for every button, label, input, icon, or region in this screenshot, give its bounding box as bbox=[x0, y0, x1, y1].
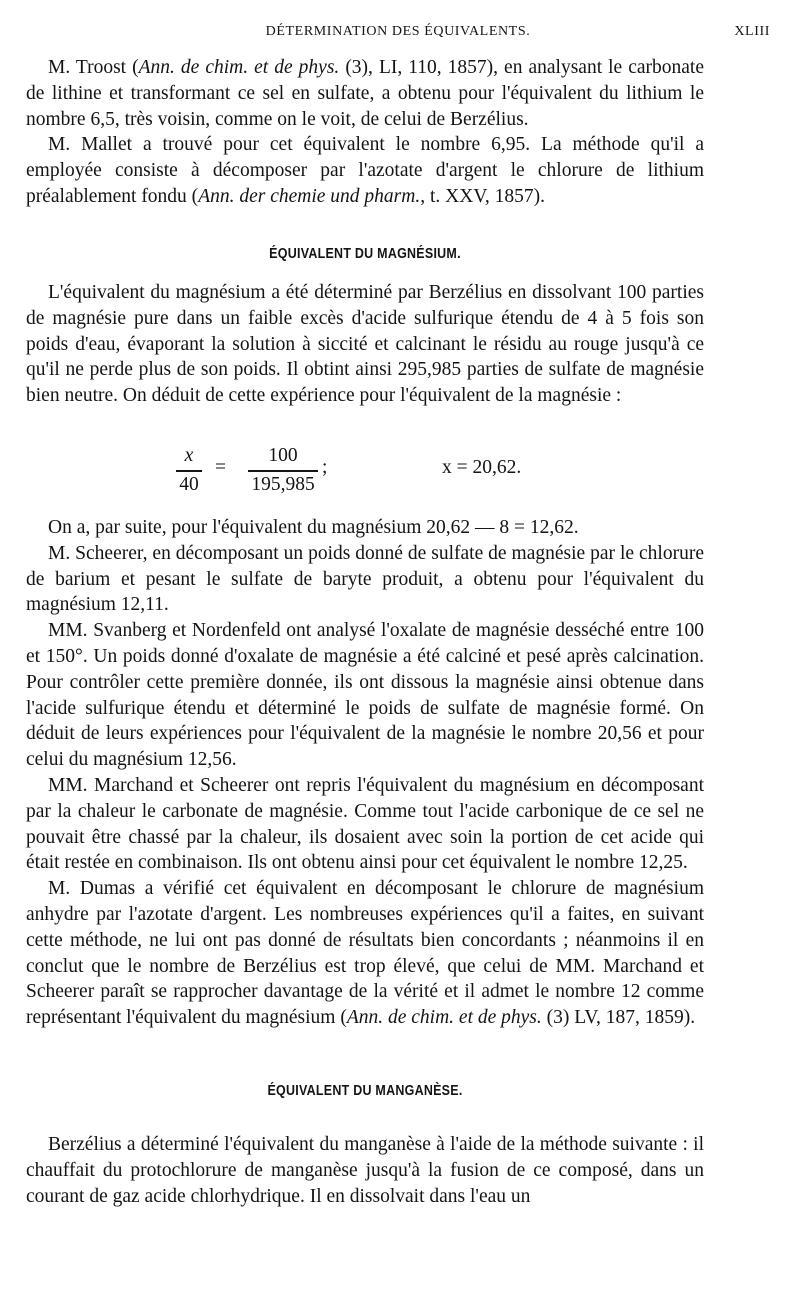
equals-sign: = bbox=[215, 457, 226, 478]
numerator: x bbox=[184, 445, 194, 466]
numerator: 100 bbox=[268, 445, 298, 466]
paragraph-mallet: M. Mallet a trouvé pour cet équivalent le nombre 6,95. La méthode qu'il a employée consiste à décomposer par l'azotate d'argent le chlorure de lithium préalablement fondu (Ann. der chemie und pharm., t. XXV, 1857). bbox=[26, 134, 704, 207]
lithium-paragraphs bbox=[26, 55, 704, 210]
paragraph-troost: M. Troost (Ann. de chim. et de phys. (3), LI, 110, 1857), en analysant le carbonate de lithine et transformant ce sel en sulfate, a obtenu pour l'équivalent du lithium le nombre 6,5, très voisin, comme on le voit, de celui de Berzélius. bbox=[26, 57, 704, 130]
paragraph-magnesium-intro: L'équivalent du magnésium a été déterminé par Berzélius en dissolvant 100 parties de magnésie pure dans un faible excès d'acide sulfurique étendu de 4 à 5 fois son poids d'eau, évaporant la solution à siccité et calcinant le résidu au rouge jusqu'à ce qu'il ne perde plus de son poids. Il obtint ainsi 295,985 parties de sulfate de magnésie bien neutre. On déduit de cette expérience pour l'équivalent de la magnésie : bbox=[26, 282, 704, 407]
fraction-bar bbox=[176, 470, 202, 472]
magnesium-paragraphs bbox=[26, 515, 704, 1031]
citation: Ann. der chemie und pharm. bbox=[198, 185, 421, 207]
running-head bbox=[26, 24, 770, 44]
paragraph-marchand: MM. Marchand et Scheerer ont repris l'équivalent du magnésium en décomposant par la chaleur le carbonate de magnésie. Comme tout l'acide carbonique de ce sel ne pouvait être chassé par la chaleur, ils dosaient avec soin la portion de cet acide qui était restée en combinaison. Ils ont obtenu ainsi pour cet équivalent le nombre 12,25. bbox=[26, 774, 704, 874]
fraction-bar bbox=[248, 470, 318, 472]
equation-magnesia bbox=[170, 444, 570, 502]
denominator: 195,985 bbox=[251, 473, 315, 495]
citation: Ann. de chim. et de phys. bbox=[138, 57, 340, 78]
section-title-manganese: ÉQUIVALENT DU MANGANÈSE. bbox=[267, 1083, 463, 1099]
paragraph-scheerer: M. Scheerer, en décomposant un poids donné de sulfate de magnésie par le chlorure de barium et pesant le sulfate de baryte produit, a obtenu pour l'équivalent du magnésium 12,11. bbox=[26, 542, 704, 616]
magnesium-intro bbox=[26, 280, 704, 409]
semicolon: ; bbox=[322, 457, 328, 478]
paragraph-manganese-intro: Berzélius a déterminé l'équivalent du manganèse à l'aide de la méthode suivante : il chauffait du protochlorure de manganèse jusqu'à la fusion de ce composé, dans un courant de gaz acide chlorhydrique. Il en dissolvait dans l'eau un bbox=[26, 1134, 704, 1207]
fraction-right bbox=[248, 444, 318, 497]
citation: Ann. de chim. et de phys. bbox=[346, 1007, 542, 1029]
page-number: XLIII bbox=[734, 24, 770, 39]
section-title-magnesium: ÉQUIVALENT DU MAGNÉSIUM. bbox=[269, 246, 461, 262]
equation-result: x = 20,62. bbox=[442, 457, 522, 478]
fraction-left bbox=[176, 444, 202, 497]
paragraph-par-suite: On a, par suite, pour l'équivalent du magnésium 20,62 — 8 = 12,62. bbox=[48, 517, 579, 538]
manganese-intro bbox=[26, 1132, 704, 1209]
paragraph-svanberg: MM. Svanberg et Nordenfeld ont analysé l'oxalate de magnésie desséché entre 100 et 150°. Un poids donné d'oxalate de magnésie a été calciné et pesé après calcination. Pour contrôler cette première donnée, ils ont dissous la magnésie ainsi obtenue dans l'acide sulfurique étendu et déterminé le poids de sulfate de magnésie formé. On déduit de leurs expériences pour l'équivalent de la magnésie le nombre 20,56 et pour celui du magnésium 12,56. bbox=[26, 620, 704, 771]
paragraph-dumas: M. Dumas a vérifié cet équivalent en décomposant le chlorure de magnésium anhydre par l'azotate d'argent. Les nombreuses expériences qu'il a faites, en suivant cette méthode, ne lui ont pas donné de résultats bien concordants ; néanmoins il en conclut que le nombre de Berzélius est trop élevé, que celui de MM. Marchand et Scheerer paraît se rapprocher davantage de la vérité et il admet le nombre 12 comme représentant l'équivalent du magnésium (Ann. de chim. et de phys. (3) LV, 187, 1859). bbox=[26, 878, 704, 1029]
running-title: DÉTERMINATION DES ÉQUIVALENTS. bbox=[265, 24, 531, 39]
denominator: 40 bbox=[179, 473, 199, 495]
